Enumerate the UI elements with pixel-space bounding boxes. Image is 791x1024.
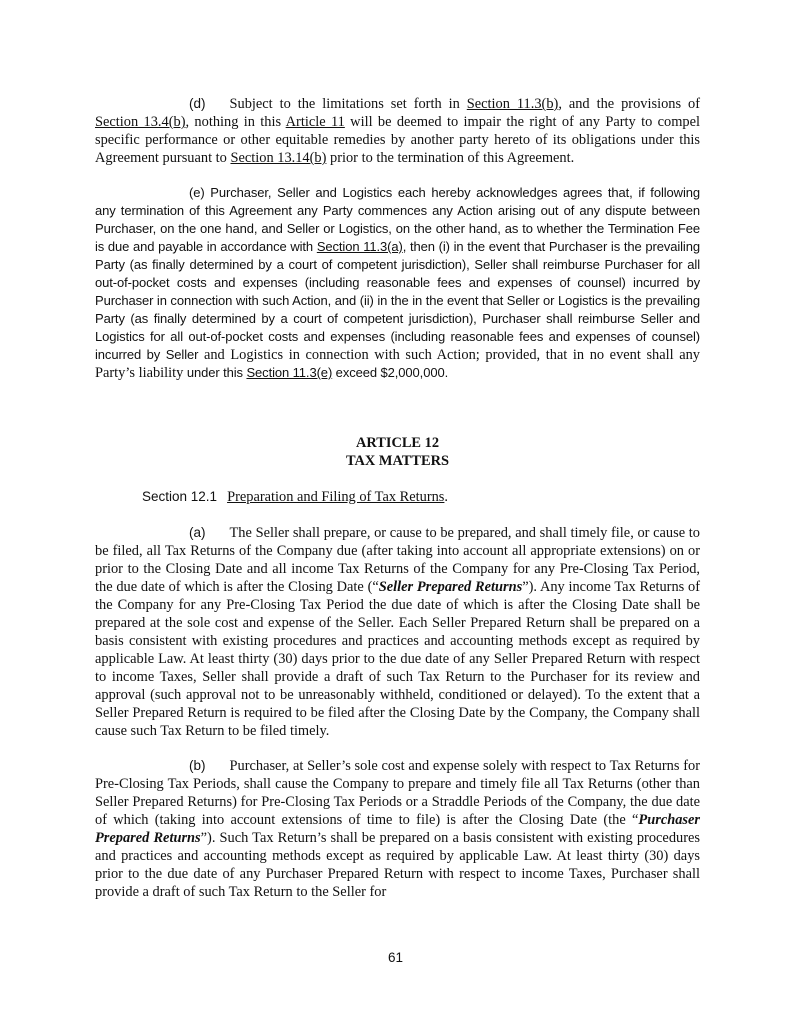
paragraph-a: (a) The Seller shall prepare, or cause to be prepared, and shall timely file, or cause to be filed, all Tax Returns of the Company due (after taking into account all appropriate extensions) on or prior to the Closing Date and all income Tax Returns of the Company for any Pre-Closing Tax Period, the due date of which is after the Closing Date (“Seller Prepared Returns”). Any income Tax Returns of the Company for any Pre-Closing Tax Period the due date of which is after the Closing Date shall be prepared at the sole cost and expense of the Seller. Each Seller Prepared Return shall be prepared on a basis consistent with existing procedures and practices and accounting methods except as required by applicable Law. At least thirty (30) days prior to the due date of any Seller Prepared Return with respect to income Taxes, Seller shall provide a draft of such Tax Return to the Purchaser for its review and approval (such approval not to be unreasonably withheld, conditioned or delayed). To the extent that a Seller Prepared Return is required to be filed after the Closing Date by the Company, the Company shall cause such Tax Return to be filed timely. <box>95 525 700 739</box>
defined-term-purchaser-prepared-returns: Purchaser Prepared Returns <box>95 812 700 846</box>
paragraph-a-marker: (a) <box>189 525 206 540</box>
paragraph-d: (d) Subject to the limitations set forth in Section 11.3(b), and the provisions of Section 13.4(b), nothing in this Article 11 will be deemed to impair the right of any Party to compel specific performance or other equitable remedies by another party hereto of its obligations under this Agreement pursuant to Section 13.14(b) prior to the termination of this Agreement. <box>95 96 700 166</box>
section-heading: Section 12.1 Preparation and Filing of Tax Returns. <box>95 488 700 506</box>
article-title: TAX MATTERS <box>345 453 449 469</box>
section-ref-13-14-b: Section 13.14(b) <box>230 150 327 166</box>
paragraph-b: (b) Purchaser, at Seller’s sole cost and expense solely with respect to Tax Returns for Pre-Closing Tax Periods, shall cause the Company to prepare and timely file all Tax Returns (other than Seller Prepared Returns) for Pre-Closing Tax Periods or a Straddle Periods of the Company, the due date of which (taking into account extensions of time to file) is after the Closing Date (the “Purchaser Prepared Returns”). Such Tax Return’s shall be prepared on a basis consistent with existing procedures and practices and accounting methods except as required by applicable Law. At least thirty (30) days prior to the due date of any Purchaser Prepared Return with respect to income Taxes, Purchaser shall provide a draft of such Tax Return to the Seller for <box>95 758 700 900</box>
section-title: Preparation and Filing of Tax Returns <box>227 489 445 505</box>
section-ref-11-3-a: Section 11.3(a) <box>316 239 403 254</box>
article-heading <box>95 434 700 470</box>
document-page <box>95 95 700 901</box>
section-ref-13-4-b: Section 13.4(b) <box>95 114 186 130</box>
section-ref-11-3-b: Section 11.3(b) <box>466 96 559 112</box>
section-number: Section 12.1 <box>142 489 218 504</box>
paragraph-d-marker: (d) <box>189 96 206 111</box>
defined-term-seller-prepared-returns: Seller Prepared Returns <box>378 579 523 595</box>
article-ref-11: Article 11 <box>285 114 345 130</box>
article-number: ARTICLE 12 <box>355 435 440 451</box>
paragraph-e: (e) Purchaser, Seller and Logistics each hereby acknowledges agrees that, if following any termination of this Agreement any Party commences any Action arising out of any dispute between Purchaser, on the one hand, and Seller or Logistics, on the other hand, as to whether the Termination Fee is due and payable in accordance with Section 11.3(a), then (i) in the event that Purchaser is the prevailing Party (as finally determined by a court of competent jurisdiction), Seller shall reimburse Purchaser for all out-of-pocket costs and expenses (including reasonable fees and expenses of counsel) incurred by Purchaser in connection with such Action, and (ii) in the in the event that Seller or Logistics is the prevailing Party (as finally determined by a court of competent jurisdiction), Purchaser shall reimburse Seller and Logistics for all out-of-pocket costs and expenses (including reasonable fees and expenses of counsel) incurred by Seller and Logistics in connection with such Action; provided, that in no event shall any Party’s liability under this Section 11.3(e) exceed $2,000,000. <box>95 185 701 381</box>
page-number: 61 <box>387 950 404 965</box>
section-ref-11-3-e: Section 11.3(e) <box>246 365 333 380</box>
paragraph-b-marker: (b) <box>189 758 206 773</box>
